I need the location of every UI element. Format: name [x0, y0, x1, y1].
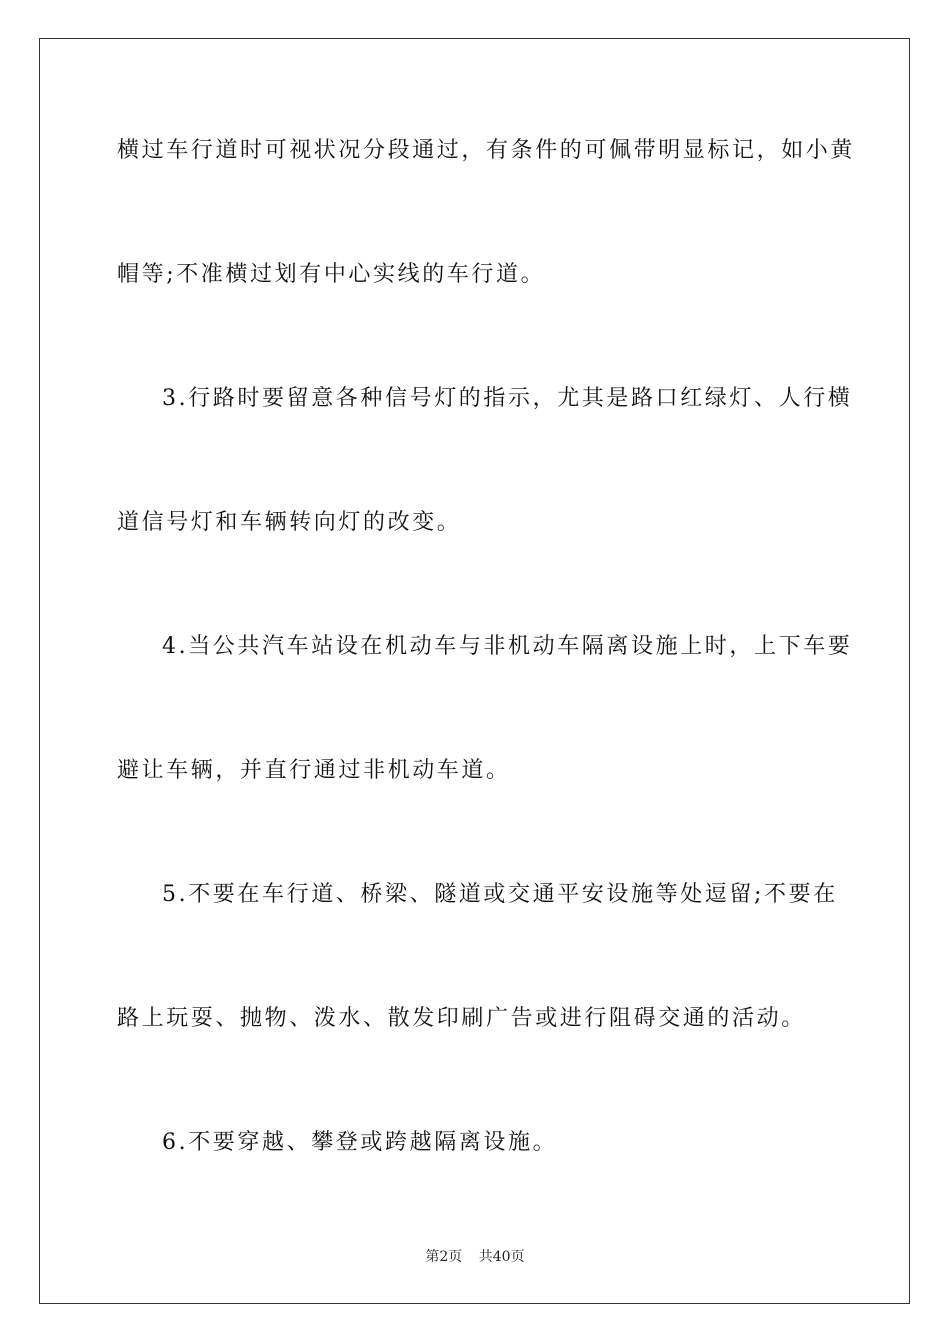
page-border [39, 38, 910, 1304]
paragraph-line: 5.不要在车行道、桥梁、隧道或交通平安设施等处逗留;不要在 [162, 882, 838, 907]
paragraph-line: 3.行路时要留意各种信号灯的指示，尤其是路口红绿灯、人行横 [162, 386, 853, 411]
paragraph-line: 横过车行道时可视状况分段通过，有条件的可佩带明显标记，如小黄 [117, 138, 856, 163]
paragraph-line: 道信号灯和车辆转向灯的改变。 [117, 510, 462, 535]
paragraph-line: 避让车辆，并直行通过非机动车道。 [117, 758, 511, 783]
page-number: 第2页 [425, 1249, 463, 1265]
page-footer [0, 1248, 950, 1266]
paragraph-line: 4.当公共汽车站设在机动车与非机动车隔离设施上时，上下车要 [162, 634, 853, 659]
paragraph-line: 6.不要穿越、攀登或跨越隔离设施。 [162, 1130, 558, 1155]
paragraph-line: 路上玩耍、抛物、泼水、散发印刷广告或进行阻碍交通的活动。 [117, 1006, 806, 1031]
page-total: 共40页 [478, 1249, 525, 1265]
paragraph-line: 帽等;不准横过划有中心实线的车行道。 [117, 262, 546, 287]
